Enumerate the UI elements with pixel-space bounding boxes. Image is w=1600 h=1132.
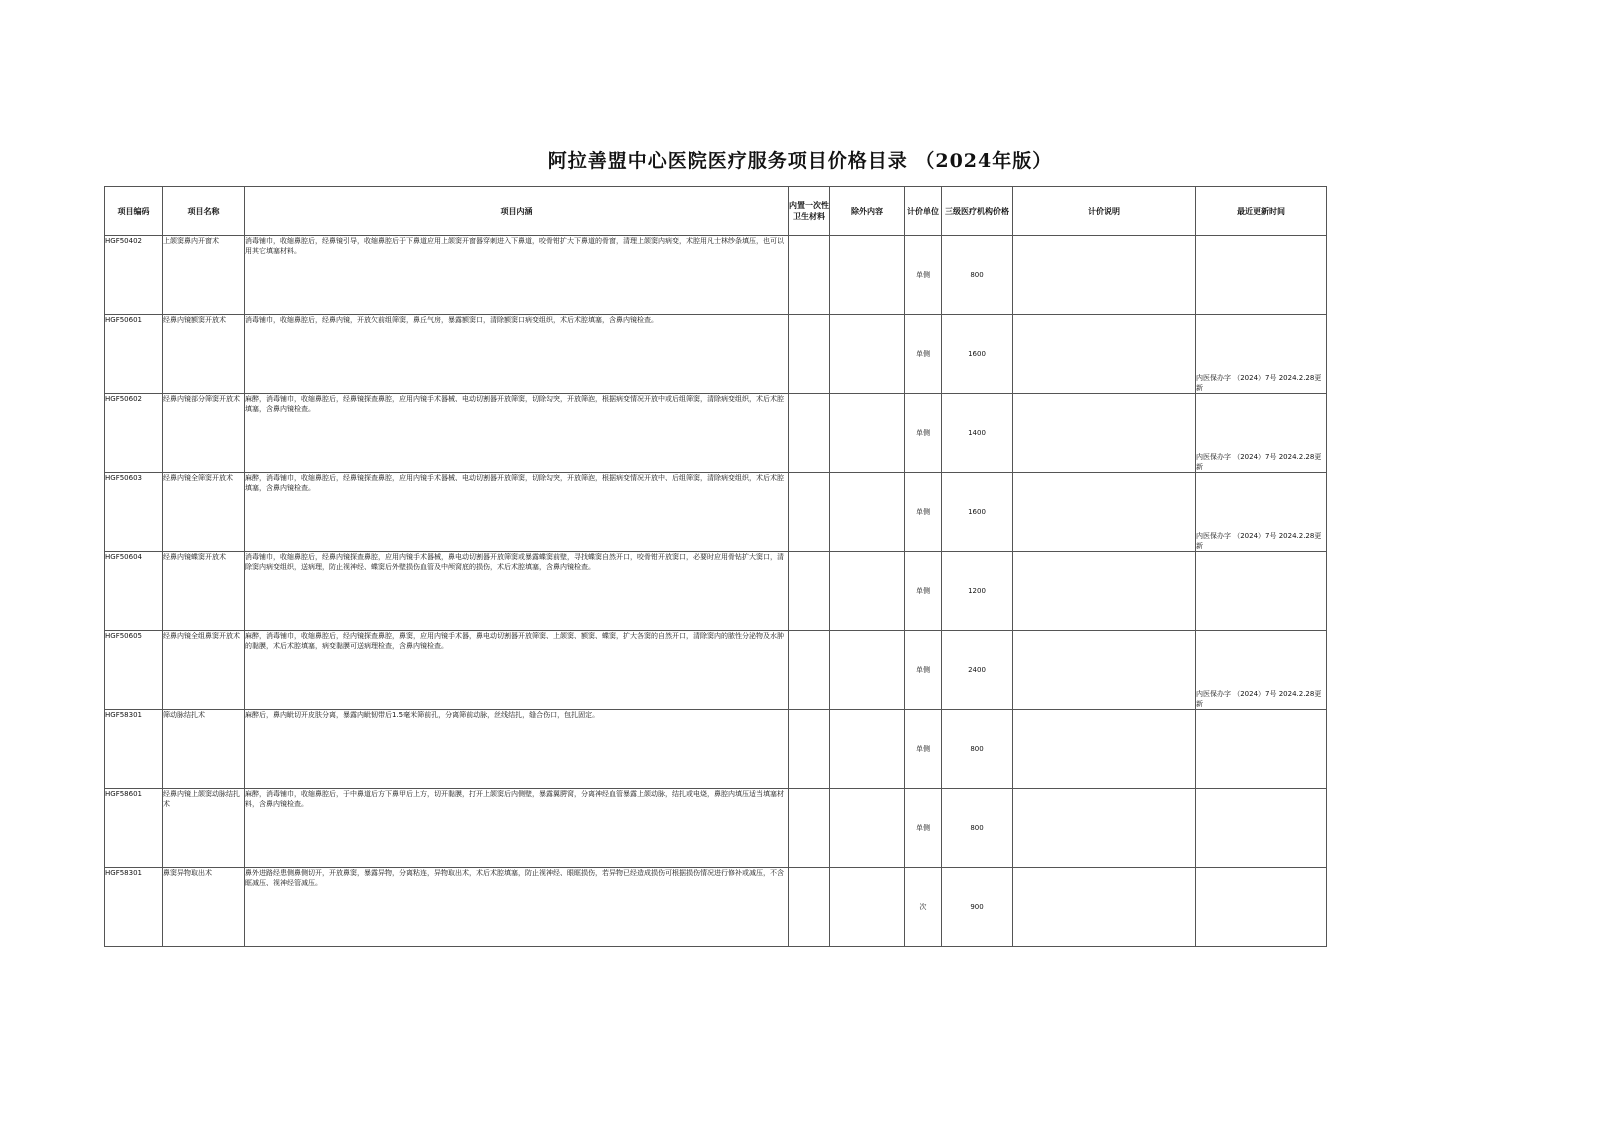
cell-content: 麻醉，消毒铺巾，收缩鼻腔后，于中鼻道后方下鼻甲后上方，切开黏膜，打开上颌窦后内侧壁，暴露翼腭窝，分离神经血管暴露上颌动脉，结扎或电烧，鼻腔内填压适当填塞材料，含鼻内镜检查。 [245, 789, 789, 868]
price-table [104, 186, 1327, 947]
table-row [105, 473, 1327, 552]
cell-content: 麻醉后，鼻内眦切开皮肤分离，暴露内眦韧带后1.5毫米筛前孔，分离筛前动脉，丝线结扎，缝合伤口，包扎固定。 [245, 710, 789, 789]
cell-name: 筛动脉结扎术 [163, 710, 245, 789]
cell-note [1013, 710, 1196, 789]
cell-updated [1196, 710, 1327, 789]
table-header-row [105, 187, 1327, 236]
cell-name: 经鼻内镜蝶窦开放术 [163, 552, 245, 631]
cell-note [1013, 789, 1196, 868]
header-note: 计价说明 [1013, 187, 1196, 236]
table-row [105, 789, 1327, 868]
cell-code: HGF50601 [105, 315, 163, 394]
cell-unit: 单侧 [905, 473, 942, 552]
cell-code: HGF50604 [105, 552, 163, 631]
header-excluded: 除外内容 [830, 187, 905, 236]
table-row [105, 236, 1327, 315]
cell-code: HGF50605 [105, 631, 163, 710]
cell-consumable [789, 236, 830, 315]
cell-unit: 单侧 [905, 631, 942, 710]
cell-consumable [789, 394, 830, 473]
cell-consumable [789, 868, 830, 947]
cell-content: 麻醉，消毒铺巾，收缩鼻腔后，经内镜探查鼻腔，鼻窦，应用内镜手术器，鼻电动切割器开放筛窦、上颌窦、额窦、蝶窦，扩大各窦的自然开口，清除窦内的脓性分泌物及水肿的黏膜，术后术腔填塞，病变黏膜可送病理检查，含鼻内镜检查。 [245, 631, 789, 710]
cell-price: 1600 [942, 473, 1013, 552]
cell-price: 2400 [942, 631, 1013, 710]
cell-price: 1400 [942, 394, 1013, 473]
header-name: 项目名称 [163, 187, 245, 236]
cell-excluded [830, 315, 905, 394]
cell-note [1013, 236, 1196, 315]
cell-updated [1196, 552, 1327, 631]
header-code: 项目编码 [105, 187, 163, 236]
cell-code: HGF58601 [105, 789, 163, 868]
table-row [105, 315, 1327, 394]
cell-excluded [830, 789, 905, 868]
cell-excluded [830, 473, 905, 552]
cell-name: 经鼻内镜部分筛窦开放术 [163, 394, 245, 473]
cell-consumable [789, 552, 830, 631]
cell-updated: 内医保办字 （2024）7号 2024.2.28更新 [1196, 394, 1327, 473]
cell-unit: 单侧 [905, 710, 942, 789]
cell-price: 800 [942, 236, 1013, 315]
cell-name: 上颌窦鼻内开窗术 [163, 236, 245, 315]
cell-consumable [789, 710, 830, 789]
cell-code: HGF50402 [105, 236, 163, 315]
table-row [105, 552, 1327, 631]
cell-note [1013, 631, 1196, 710]
cell-consumable [789, 473, 830, 552]
cell-content: 消毒铺巾，收缩鼻腔后，经鼻镜引导，收缩鼻腔后于下鼻道应用上颌窦开窗器穿刺进入下鼻道，咬骨钳扩大下鼻道的骨窗，清理上颌窦内病变，术腔用凡士林纱条填压，也可以用其它填塞材料。 [245, 236, 789, 315]
cell-updated [1196, 789, 1327, 868]
cell-updated: 内医保办字 （2024）7号 2024.2.28更新 [1196, 631, 1327, 710]
cell-consumable [789, 789, 830, 868]
header-updated: 最近更新时间 [1196, 187, 1327, 236]
cell-excluded [830, 236, 905, 315]
cell-price: 900 [942, 868, 1013, 947]
cell-price: 1200 [942, 552, 1013, 631]
cell-price: 800 [942, 710, 1013, 789]
cell-price: 800 [942, 789, 1013, 868]
cell-updated: 内医保办字 （2024）7号 2024.2.28更新 [1196, 315, 1327, 394]
cell-consumable [789, 315, 830, 394]
header-content: 项目内涵 [245, 187, 789, 236]
cell-content: 消毒铺巾，收缩鼻腔后，经鼻内镜探查鼻腔，应用内镜手术器械，鼻电动切割器开放筛窦或暴露蝶窦前壁，寻找蝶窦自然开口，咬骨钳开放窦口，必要时应用骨钻扩大窦口，清除窦内病变组织，送病理，防止视神经、蝶窦后外壁损伤血管及中颅窝底的损伤，术后术腔填塞，含鼻内镜检查。 [245, 552, 789, 631]
table-row [105, 868, 1327, 947]
document-title: 阿拉善盟中心医院医疗服务项目价格目录 （2024年版） [547, 150, 1053, 172]
cell-name: 经鼻内镜额窦开放术 [163, 315, 245, 394]
cell-excluded [830, 710, 905, 789]
cell-updated [1196, 868, 1327, 947]
cell-note [1013, 473, 1196, 552]
cell-unit: 单侧 [905, 236, 942, 315]
cell-updated [1196, 236, 1327, 315]
cell-code: HGF50603 [105, 473, 163, 552]
cell-content: 麻醉，消毒铺巾，收缩鼻腔后，经鼻镜探查鼻腔，应用内镜手术器械、电动切割器开放筛窦，切除勾突，开放筛泡，根据病变情况开放中、后组筛窦，清除病变组织，术后术腔填塞，含鼻内镜检查。 [245, 473, 789, 552]
cell-code: HGF50602 [105, 394, 163, 473]
header-price: 三级医疗机构价格 [942, 187, 1013, 236]
cell-unit: 单侧 [905, 315, 942, 394]
cell-consumable [789, 631, 830, 710]
cell-note [1013, 868, 1196, 947]
cell-excluded [830, 394, 905, 473]
cell-content: 麻醉，消毒铺巾，收缩鼻腔后，经鼻镜探查鼻腔，应用内镜手术器械、电动切割器开放筛窦，切除勾突，开放筛泡，根据病变情况开放中或后组筛窦，清除病变组织，术后术腔填塞，含鼻内镜检查。 [245, 394, 789, 473]
cell-unit: 单侧 [905, 394, 942, 473]
cell-excluded [830, 868, 905, 947]
table-row [105, 394, 1327, 473]
cell-unit: 次 [905, 868, 942, 947]
cell-note [1013, 552, 1196, 631]
header-unit: 计价单位 [905, 187, 942, 236]
cell-excluded [830, 552, 905, 631]
cell-name: 经鼻内镜上颌窦动脉结扎术 [163, 789, 245, 868]
cell-unit: 单侧 [905, 552, 942, 631]
cell-unit: 单侧 [905, 789, 942, 868]
cell-note [1013, 315, 1196, 394]
cell-name: 经鼻内镜全组鼻窦开放术 [163, 631, 245, 710]
cell-code: HGF58301 [105, 868, 163, 947]
cell-updated: 内医保办字 （2024）7号 2024.2.28更新 [1196, 473, 1327, 552]
cell-note [1013, 394, 1196, 473]
header-consumable: 内置一次性卫生材料 [789, 187, 830, 236]
cell-price: 1600 [942, 315, 1013, 394]
cell-code: HGF58301 [105, 710, 163, 789]
cell-excluded [830, 631, 905, 710]
cell-name: 鼻窦异物取出术 [163, 868, 245, 947]
table-row [105, 710, 1327, 789]
table-row [105, 631, 1327, 710]
cell-name: 经鼻内镜全筛窦开放术 [163, 473, 245, 552]
cell-content: 消毒铺巾，收缩鼻腔后，经鼻内镜，开放欠前组筛窦，鼻丘气房，暴露额窦口，清除额窦口病变组织，术后术腔填塞，含鼻内镜检查。 [245, 315, 789, 394]
cell-content: 鼻外进路经患侧鼻侧切开，开放鼻窦，暴露异物，分离粘连，异物取出术，术后术腔填塞，防止视神经、眼眶损伤，若异物已经造成损伤可根据损伤情况进行修补或减压，不含眶减压、视神经管减压。 [245, 868, 789, 947]
